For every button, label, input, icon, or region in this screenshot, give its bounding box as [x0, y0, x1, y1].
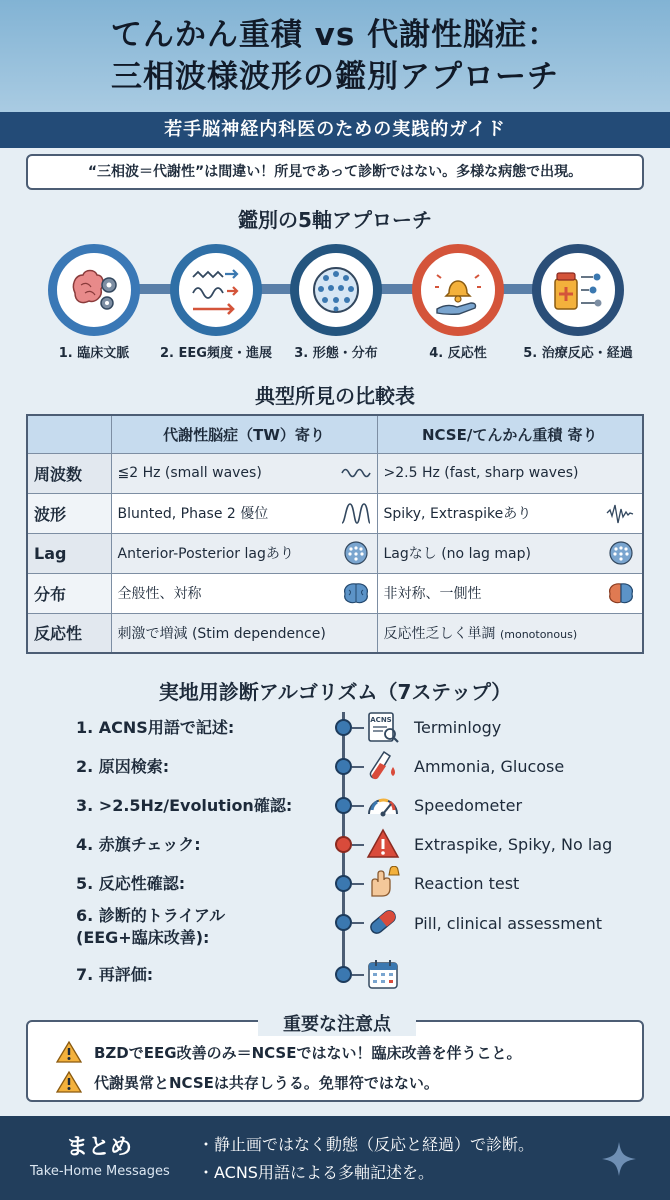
pill-icon: [366, 905, 400, 939]
cell-ncse: [377, 533, 643, 573]
step-label-4: 4. 赤旗チェック:: [76, 835, 201, 854]
cell-ncse: >2.5 Hz (fast, sharp waves): [377, 453, 643, 493]
table-row: [27, 453, 643, 493]
caution-text: 代謝異常とNCSEは共存しうる。免罪符ではない。: [94, 1073, 439, 1092]
footer-title: まとめ: [66, 1135, 133, 1160]
step-desc-5: Reaction test: [414, 874, 520, 893]
brain-gears-icon: [67, 263, 121, 317]
footer: [0, 1116, 670, 1200]
step-desc-1: Terminlogy: [414, 718, 502, 737]
warning-icon: [56, 1070, 82, 1094]
row-head-lag: Lag: [27, 533, 111, 573]
step-connector: [352, 922, 364, 924]
step-node-1: [335, 719, 352, 736]
footer-subtitle: Take-Home Messages: [30, 1164, 170, 1179]
step-label-7: 7. 再評価:: [76, 965, 154, 984]
take-home-message-1: ・静止画ではなく動態（反応と経過）で診断。: [198, 1135, 535, 1154]
no-lag-map-icon: [606, 541, 636, 565]
step-desc-2: Ammonia, Glucose: [414, 757, 565, 776]
cell-ncse: [377, 493, 643, 533]
acns-document-icon: [366, 710, 400, 744]
column-header-ncse: NCSE/てんかん重積 寄り: [377, 415, 643, 453]
step-label-1: 1. ACNS用語で記述:: [76, 718, 235, 737]
step-node-4: [335, 836, 352, 853]
page-title: [0, 0, 670, 98]
axes-section: [0, 232, 670, 367]
table-row: [27, 573, 643, 613]
step-label-6: 6. 診断的トライアル: [76, 906, 226, 925]
table-title: 典型所見の比較表: [255, 384, 415, 408]
cell-metabolic: [111, 453, 377, 493]
warning-triangle-icon: [366, 827, 400, 861]
cell-metabolic: [111, 573, 377, 613]
cell-text: Blunted, Phase 2 優位: [117, 506, 269, 522]
symmetric-brain-icon: [341, 581, 371, 605]
cell-ncse: [377, 613, 643, 653]
row-head-waveform: 波形: [27, 493, 111, 533]
axis-circle-4: [412, 244, 504, 336]
cell-text: Spiky, Extraspikeあり: [383, 506, 532, 522]
caution-item: [56, 1040, 521, 1064]
sparkle-icon: [600, 1140, 638, 1178]
step-node-6: [335, 914, 352, 931]
table-header-row: [27, 415, 643, 453]
step-desc-6: Pill, clinical assessment: [414, 914, 603, 933]
step-connector: [352, 727, 364, 729]
title-line-1: てんかん重積 vs 代謝性脳症：: [110, 17, 560, 53]
step-label-5: 5. 反応性確認:: [76, 874, 186, 893]
bell-hand-icon: [431, 263, 485, 317]
cell-metabolic: [111, 493, 377, 533]
step-desc-3: Speedometer: [414, 796, 523, 815]
caution-box: [26, 1014, 644, 1102]
table-row: [27, 613, 643, 653]
cell-metabolic: 刺激で増減 (Stim dependence): [111, 613, 377, 653]
axes-title: 鑑別の5軸アプローチ: [238, 208, 432, 232]
table-corner: [27, 415, 111, 453]
step-connector: [352, 974, 364, 976]
axis-circle-5: [532, 244, 624, 336]
subtitle-band: 若手脳神経内科医のための実践的ガイド: [0, 112, 670, 148]
cell-ncse: [377, 573, 643, 613]
axis-label-5: 5. 治療反応・経過: [523, 346, 633, 361]
calendar-icon: [366, 957, 400, 991]
row-head-reactivity: 反応性: [27, 613, 111, 653]
header: [0, 0, 670, 112]
step-label-2: 2. 原因検索:: [76, 757, 170, 776]
cell-text: Lagなし (no lag map): [383, 546, 531, 562]
small-wave-icon: [341, 461, 371, 485]
caution-item: [56, 1070, 439, 1094]
lateralized-brain-icon: [606, 581, 636, 605]
algorithm-section: [0, 710, 670, 990]
axis-label-4: 4. 反応性: [429, 346, 487, 361]
blunted-wave-icon: [341, 501, 371, 525]
step-node-3: [335, 797, 352, 814]
cell-text: 非対称、一側性: [383, 586, 482, 602]
axis-circle-3: [290, 244, 382, 336]
step-node-2: [335, 758, 352, 775]
caution-text: BZDでEEG改善のみ＝NCSEではない！臨床改善を伴うこと。: [94, 1043, 522, 1062]
axis-label-3: 3. 形態・分布: [294, 346, 378, 361]
cell-text: 反応性乏しく単調: [383, 625, 496, 642]
hand-bell-icon: [366, 866, 400, 900]
step-connector: [352, 844, 364, 846]
axis-label-2: 2. EEG頻度・進展: [160, 346, 272, 361]
row-head-frequency: 周波数: [27, 453, 111, 493]
cell-small-note: (monotonous): [499, 627, 578, 641]
test-tube-icon: [366, 749, 400, 783]
cell-text: ≦2 Hz (small waves): [117, 465, 262, 481]
acns-icon-text: ACNS: [370, 716, 392, 724]
table-row: [27, 533, 643, 573]
step-connector: [352, 766, 364, 768]
table-row: [27, 493, 643, 533]
axis-circle-1: [48, 244, 140, 336]
spiky-wave-icon: [606, 501, 636, 525]
caution-title: 重要な注意点: [258, 1010, 416, 1036]
lag-map-icon: [341, 541, 371, 565]
axis-label-1: 1. 臨床文脈: [58, 346, 130, 361]
comparison-table: [26, 414, 644, 654]
speedometer-icon: [366, 788, 400, 822]
axis-circle-2: [170, 244, 262, 336]
step-connector: [352, 883, 364, 885]
title-line-2: 三相波様波形の鑑別アプローチ: [111, 59, 559, 95]
warning-box: “三相波＝代謝性”は間違い！所見であって診断ではない。多様な病態で出現。: [26, 154, 644, 190]
step-node-7: [335, 966, 352, 983]
step-label-3: 3. >2.5Hz/Evolution確認:: [76, 796, 293, 815]
cell-metabolic: [111, 533, 377, 573]
algorithm-title: 実地用診断アルゴリズム（7ステップ）: [158, 680, 512, 704]
step-desc-4: Extraspike, Spiky, No lag: [414, 835, 613, 854]
take-home-message-2: ・ACNS用語による多軸記述を。: [198, 1163, 434, 1182]
cell-text: 全般性、対称: [117, 586, 202, 602]
electrode-cap-icon: [309, 263, 363, 317]
cell-text: Anterior-Posterior lagあり: [117, 546, 294, 562]
step-label-6-sub: (EEG+臨床改善):: [76, 928, 210, 947]
medication-icon: [551, 263, 605, 317]
eeg-waves-icon: [189, 263, 243, 317]
column-header-metabolic: 代謝性脳症（TW）寄り: [111, 415, 377, 453]
warning-icon: [56, 1040, 82, 1064]
row-head-distribution: 分布: [27, 573, 111, 613]
step-node-5: [335, 875, 352, 892]
step-connector: [352, 805, 364, 807]
